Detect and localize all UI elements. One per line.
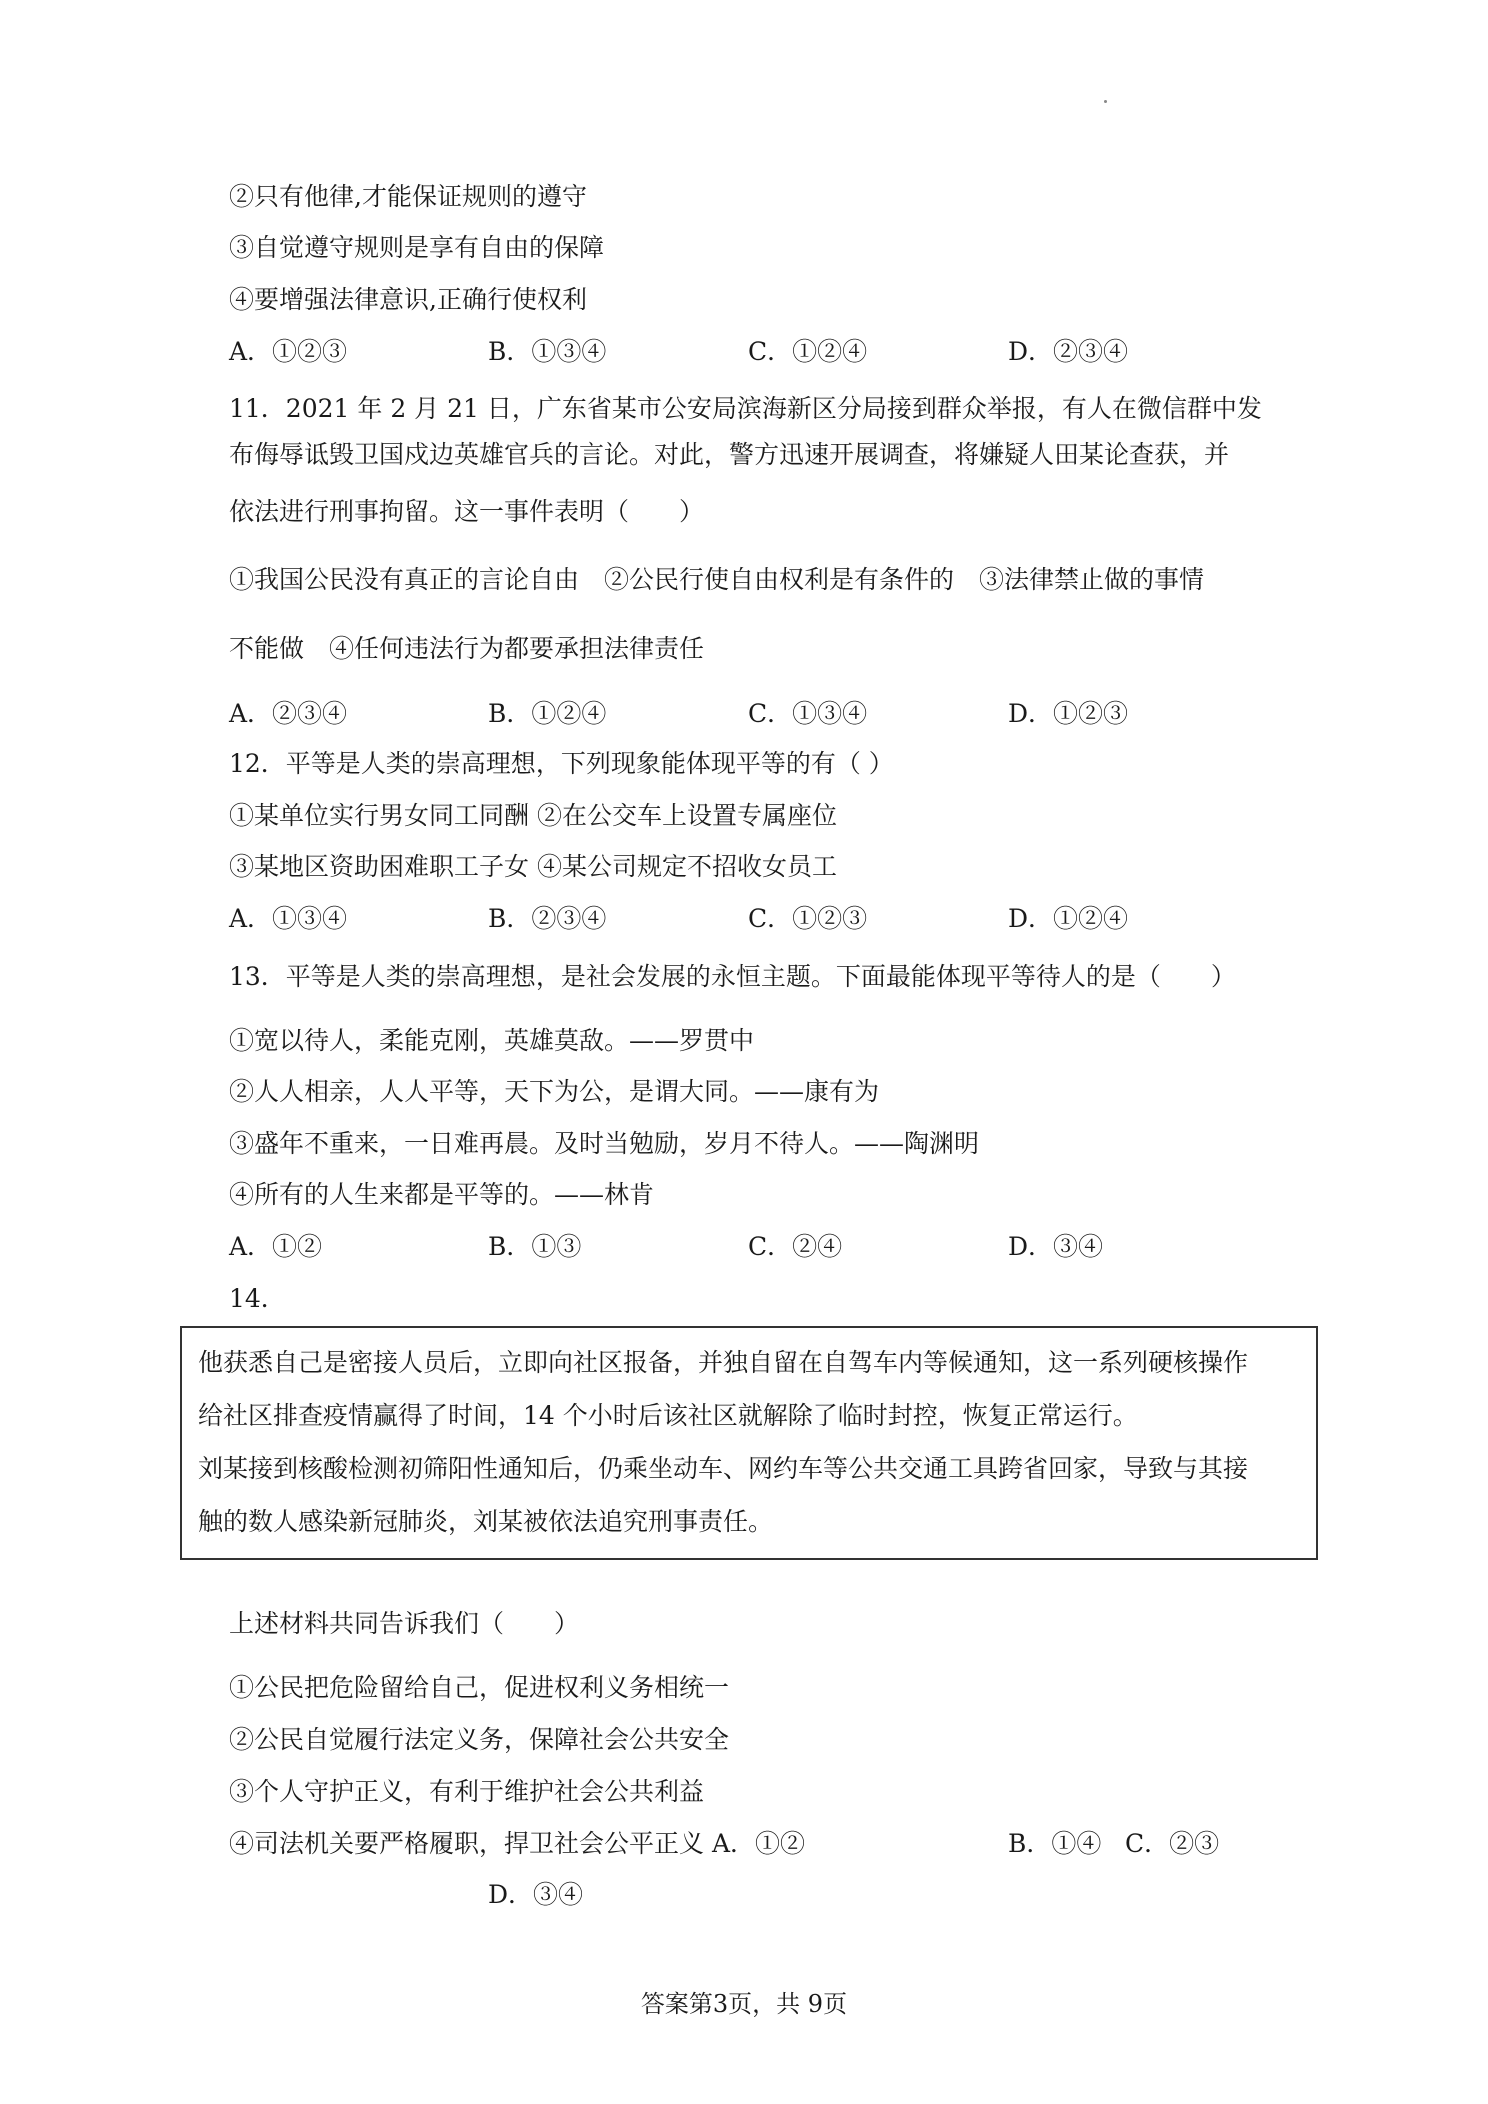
q14-material-line-2: 给社区排查疫情赢得了时间，14 个小时后该社区就解除了临时封控，恢复正常运行。 <box>198 1401 1138 1430</box>
q14-item-2: ②公民自觉履行法定义务，保障社会公共安全 <box>229 1725 730 1754</box>
q13-item-1: ①宽以待人，柔能克刚，英雄莫敌。——罗贯中 <box>229 1026 755 1055</box>
q10-item-2: ②只有他律,才能保证规则的遵守 <box>229 182 587 211</box>
q11-choices-line-1: ①我国公民没有真正的言论自由 ②公民行使自由权利是有条件的 ③法律禁止做的事情 <box>229 565 1205 594</box>
q10-option-c: C．①②④ <box>748 337 868 366</box>
q14-item-3: ③个人守护正义，有利于维护社会公共利益 <box>229 1777 705 1806</box>
q11-option-a: A．②③④ <box>229 699 348 728</box>
q14-item-4: ④司法机关要严格履职，捍卫社会公平正义 A．①② <box>229 1829 806 1858</box>
q10-option-b: B．①③④ <box>488 337 607 366</box>
q12-choices-line-2: ③某地区资助困难职工子女 ④某公司规定不招收女员工 <box>229 852 837 881</box>
q12-option-b: B．②③④ <box>488 904 607 933</box>
q10-item-4: ④要增强法律意识,正确行使权利 <box>229 285 587 314</box>
page-footer: 答案第3页，共 9页 <box>640 1990 848 2018</box>
q11-choices-line-2: 不能做 ④任何违法行为都要承担法律责任 <box>229 634 705 663</box>
q11-stem-line-2: 布侮辱诋毁卫国戍边英雄官兵的言论。对此，警方迅速开展调查，将嫌疑人田某论查获，并 <box>229 440 1230 469</box>
q14-material-line-3: 刘某接到核酸检测初筛阳性通知后，仍乘坐动车、网约车等公共交通工具跨省回家，导致与其接 <box>198 1454 1249 1483</box>
q13-option-c: C．②④ <box>748 1232 843 1261</box>
q14-option-c: C．②③ <box>1125 1829 1220 1858</box>
q13-item-3: ③盛年不重来，一日难再晨。及时当勉励，岁月不待人。——陶渊明 <box>229 1129 980 1158</box>
page-mark <box>1104 100 1107 103</box>
q13-option-b: B．①③ <box>488 1232 582 1261</box>
q11-option-c: C．①③④ <box>748 699 868 728</box>
q14-option-d: D．③④ <box>488 1880 584 1909</box>
q13-option-d: D．③④ <box>1008 1232 1104 1261</box>
q14-item-1: ①公民把危险留给自己，促进权利义务相统一 <box>229 1673 730 1702</box>
q14-material-box <box>180 1326 1318 1560</box>
q12-option-c: C．①②③ <box>748 904 868 933</box>
q12-stem: 12．平等是人类的崇高理想，下列现象能体现平等的有（ ） <box>229 749 894 778</box>
q10-option-d: D．②③④ <box>1008 337 1129 366</box>
q13-item-4: ④所有的人生来都是平等的。——林肯 <box>229 1180 655 1209</box>
q10-item-3: ③自觉遵守规则是享有自由的保障 <box>229 233 605 262</box>
q11-stem-line-1: 11．2021 年 2 月 21 日，广东省某市公安局滨海新区分局接到群众举报，有人在微信群中发 <box>229 394 1262 423</box>
q11-stem-line-3: 依法进行刑事拘留。这一事件表明（ ） <box>229 497 705 526</box>
q14-stem: 上述材料共同告诉我们（ ） <box>229 1609 580 1638</box>
q12-option-a: A．①③④ <box>229 904 348 933</box>
q10-option-a: A．①②③ <box>229 337 348 366</box>
q14-material-line-1: 他获悉自己是密接人员后，立即向社区报备，并独自留在自驾车内等候通知，这一系列硬核操作 <box>198 1348 1249 1377</box>
q13-stem: 13．平等是人类的崇高理想，是社会发展的永恒主题。下面最能体现平等待人的是（ ） <box>229 962 1236 991</box>
q14-material-line-4: 触的数人感染新冠肺炎，刘某被依法追究刑事责任。 <box>198 1507 774 1536</box>
q13-option-a: A．①② <box>229 1232 323 1261</box>
q12-option-d: D．①②④ <box>1008 904 1129 933</box>
q14-number: 14． <box>229 1284 286 1313</box>
q13-item-2: ②人人相亲，人人平等，天下为公，是谓大同。——康有为 <box>229 1077 880 1106</box>
q11-option-d: D．①②③ <box>1008 699 1129 728</box>
q11-option-b: B．①②④ <box>488 699 607 728</box>
q14-option-b: B．①④ <box>1008 1829 1102 1858</box>
q12-choices-line-1: ①某单位实行男女同工同酬 ②在公交车上设置专属座位 <box>229 801 837 830</box>
